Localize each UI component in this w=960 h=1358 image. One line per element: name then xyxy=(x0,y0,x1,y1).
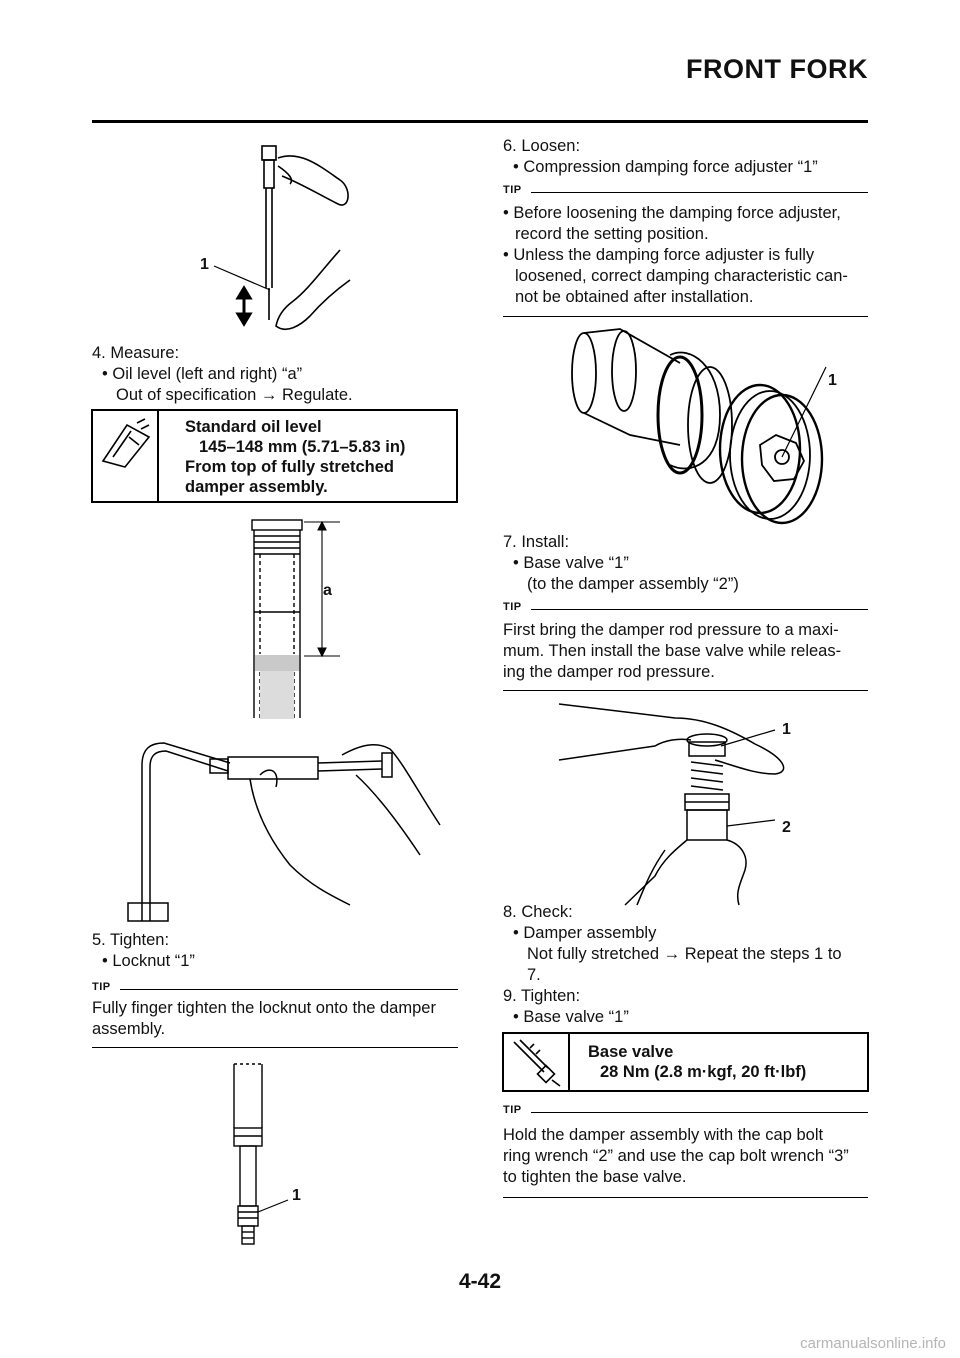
tip-text-line: Fully finger tighten the locknut onto the damper xyxy=(92,999,436,1017)
step-4-item: • Oil level (left and right) “a” xyxy=(102,365,303,383)
step-9-item: • Base valve “1” xyxy=(513,1008,629,1026)
tip-label: TIP xyxy=(92,981,111,993)
figure-callout-1: 1 xyxy=(200,256,209,273)
step-8-result-cont: 7. xyxy=(527,966,541,984)
step-9-heading: 9. Tighten: xyxy=(503,987,581,1005)
locknut-illustration xyxy=(222,1060,312,1255)
tip-text-line: record the setting position. xyxy=(515,225,709,243)
tip-text-line: First bring the damper rod pressure to a maxi- xyxy=(503,621,839,639)
step-4-heading: 4. Measure: xyxy=(92,344,180,362)
tip-text-line: not be obtained after installation. xyxy=(515,288,754,306)
step-5-heading: 5. Tighten: xyxy=(92,931,170,949)
tip-text-line: assembly. xyxy=(92,1020,166,1038)
figure-callout-2: 2 xyxy=(782,819,791,836)
tip-rule xyxy=(531,609,868,610)
tip-text-line: ring wrench “2” and use the cap bolt wrench “3” xyxy=(503,1147,849,1165)
spec-note-line1: From top of fully stretched xyxy=(185,458,395,476)
tip-text-line: ing the damper rod pressure. xyxy=(503,663,715,681)
tip-label: TIP xyxy=(503,1104,522,1116)
tip-end-rule xyxy=(92,1047,458,1048)
tip-text-line: to tighten the base valve. xyxy=(503,1168,687,1186)
caliper-measure-icon xyxy=(99,417,153,469)
compression-adjuster-illustration xyxy=(560,325,850,525)
tip-text-line: loosened, correct damping characteristic can- xyxy=(515,267,848,285)
page-number: 4-42 xyxy=(458,1270,502,1293)
step-7-note: (to the damper assembly “2”) xyxy=(527,575,739,593)
tip-rule xyxy=(120,989,458,990)
figure-callout-1: 1 xyxy=(782,721,791,738)
tip-text-line: • Before loosening the damping force adjuster, xyxy=(503,204,841,222)
step-7-heading: 7. Install: xyxy=(503,533,570,551)
tip-label: TIP xyxy=(503,601,522,613)
step-8-result: Not fully stretched → Repeat the steps 1 to xyxy=(527,945,842,963)
torque-wrench-icon xyxy=(510,1038,564,1088)
tip-text-line: • Unless the damping force adjuster is fully xyxy=(503,246,815,264)
tip-end-rule xyxy=(503,1197,868,1198)
damper-oil-level-illustration xyxy=(240,518,360,723)
spec-note-line2: damper assembly. xyxy=(185,478,328,496)
step-6-heading: 6. Loosen: xyxy=(503,137,581,155)
spec-box-oil-level xyxy=(91,409,458,503)
spec-title-standard-oil-level: Standard oil level xyxy=(185,418,322,436)
step-8-item: • Damper assembly xyxy=(513,924,657,942)
oil-syringe-illustration xyxy=(120,735,460,925)
page-title: FRONT FORK xyxy=(686,54,868,84)
figure-callout-a: a xyxy=(323,582,332,599)
watermark: carmanualsonline.info xyxy=(800,1335,946,1352)
tip-text-line: mum. Then install the base valve while releas- xyxy=(503,642,842,660)
spec-value-range: 145–148 mm (5.71–5.83 in) xyxy=(199,438,406,456)
tip-rule xyxy=(531,1112,868,1113)
oil-level-gauge-illustration xyxy=(190,140,370,340)
spec-box-base-valve xyxy=(502,1032,869,1092)
spec-title-base-valve: Base valve xyxy=(588,1043,674,1061)
step-7-item: • Base valve “1” xyxy=(513,554,629,572)
tip-label: TIP xyxy=(503,184,522,196)
step-6-item: • Compression damping force adjuster “1” xyxy=(513,158,818,176)
tip-end-rule xyxy=(503,316,868,317)
step-4-result: Out of specification → Regulate. xyxy=(116,386,353,404)
tip-end-rule xyxy=(503,690,868,691)
header-rule xyxy=(92,120,868,123)
step-8-heading: 8. Check: xyxy=(503,903,573,921)
base-valve-install-illustration xyxy=(555,700,815,905)
tip-rule xyxy=(531,192,868,193)
figure-callout-1: 1 xyxy=(828,372,837,389)
spec-torque-value: 28 Nm (2.8 m·kgf, 20 ft·lbf) xyxy=(600,1063,807,1081)
figure-callout-1: 1 xyxy=(292,1187,301,1204)
step-5-item: • Locknut “1” xyxy=(102,952,195,970)
tip-text-line: Hold the damper assembly with the cap bolt xyxy=(503,1126,824,1144)
